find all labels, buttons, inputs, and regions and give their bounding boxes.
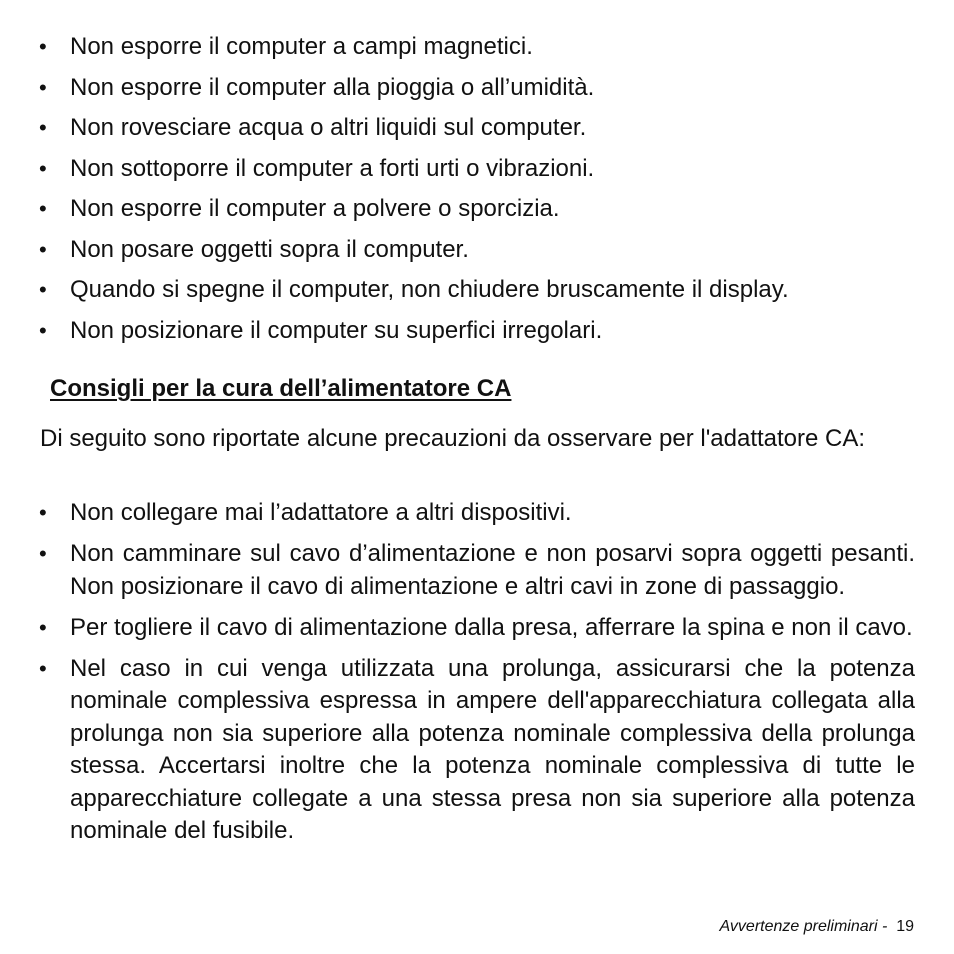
list-item-text: Non esporre il computer a campi magnetici. — [70, 33, 533, 60]
bullet: • — [39, 317, 47, 343]
list-item — [0, 612, 915, 645]
list-item — [0, 653, 915, 848]
list-item — [0, 193, 915, 226]
precautions-list-adapter — [0, 497, 954, 856]
list-item — [0, 538, 915, 603]
page-number: 19 — [896, 918, 914, 935]
footer-section-title: Avvertenze preliminari - — [719, 918, 888, 935]
bullet: • — [39, 155, 47, 181]
bullet: • — [39, 277, 47, 302]
section-heading: Consigli per la cura dell’alimentatore CA — [50, 375, 512, 402]
list-item-text: Non esporre il computer a polvere o sporcizia. — [70, 195, 560, 222]
bullet: • — [39, 541, 47, 566]
list-item-text: Non collegare mai l’adattatore a altri dispositivi. — [70, 499, 572, 526]
list-item — [0, 497, 915, 530]
bullet: • — [39, 34, 47, 59]
list-item — [0, 31, 915, 64]
page-footer — [720, 918, 914, 936]
list-item-text: Quando si spegne il computer, non chiudere bruscamente il display. — [70, 276, 789, 303]
intro-paragraph: Di seguito sono riportate alcune precauzioni da osservare per l'adattatore CA: — [40, 425, 866, 452]
list-item-text: Non esporre il computer alla pioggia o all’umidità. — [70, 73, 595, 101]
bullet: • — [39, 500, 47, 525]
bullet: • — [39, 236, 47, 262]
list-item — [0, 112, 915, 145]
bullet: • — [39, 115, 47, 140]
list-item — [0, 315, 915, 348]
bullet: • — [39, 614, 47, 640]
bullet: • — [39, 655, 47, 681]
list-item — [0, 234, 915, 267]
list-item — [0, 72, 915, 105]
list-item-text: Non camminare sul cavo d’alimentazione e non posarvi sopra oggetti pesanti. Non posizionare il cavo di alimentazione e altri cavi in zone di passaggio. — [70, 540, 915, 600]
list-item-text: Nel caso in cui venga utilizzata una prolunga, assicurarsi che la potenza nominale complessiva espressa in ampere dell'apparecchiatura collegata alla prolunga non sia superiore alla potenza nominale complessiva della prolunga stessa. Accertarsi inoltre che la potenza nominale complessiva di tutte le apparecchiature collegate a una stessa presa non sia superiore alla potenza nominale del fusibile. — [70, 654, 915, 844]
list-item — [0, 274, 915, 307]
bullet: • — [39, 196, 47, 221]
list-item-text: Per togliere il cavo di alimentazione dalla presa, afferrare la spina e non il cavo. — [70, 613, 913, 641]
list-item-text: Non posizionare il computer su superfici irregolari. — [70, 316, 603, 344]
list-item-text: Non rovesciare acqua o altri liquidi sul computer. — [70, 114, 587, 141]
bullet: • — [39, 74, 47, 100]
list-item-text: Non posare oggetti sopra il computer. — [70, 235, 469, 263]
precautions-list-computer — [0, 31, 954, 355]
list-item-text: Non sottoporre il computer a forti urti o vibrazioni. — [70, 154, 595, 182]
list-item — [0, 153, 915, 186]
